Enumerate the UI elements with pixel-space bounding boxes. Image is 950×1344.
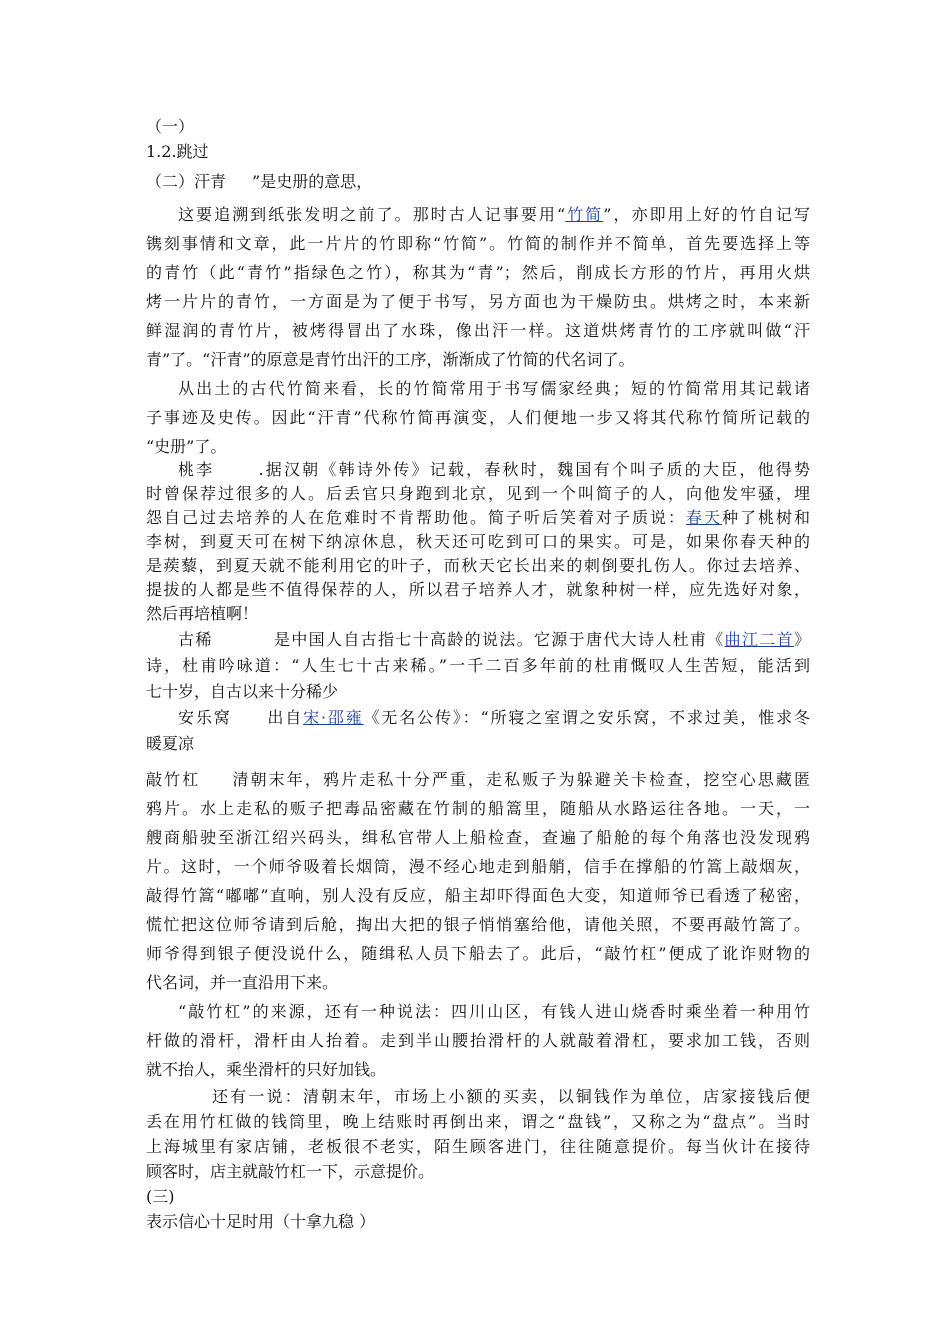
origin2-line2: 杆做的滑杆，滑杆由人抬着。走到半山腰抬滑杆的人就敲着滑杠，要求加工钱，否则 <box>146 1031 810 1050</box>
qiaozhugang-line2: 鸦片。水上走私的贩子把毒品密藏在竹制的船篙里，随船从水路运往各地。一天，一 <box>146 799 810 818</box>
anlewo-term: 安乐窝 <box>178 708 232 727</box>
qiaozhugang-line6: 慌忙把这位师爷请到后舱，掏出大把的银子悄悄塞给他，请他关照，不要再敲竹篙了。 <box>146 915 810 934</box>
guxi-line1: 古稀 是中国人自古指七十高龄的说法。它源于唐代大诗人杜甫《曲江二首》 <box>178 630 810 649</box>
hanqing-p1-line6: 青”了。“汗青”的原意是青竹出汗的工序，渐渐成了竹简的代名词了。 <box>146 350 635 369</box>
qiaozhugang-term: 敲竹杠 <box>146 770 201 789</box>
origin3-line3: 上海城里有家店铺，老板很不老实，陌生顾客进门，往往随意提价。每当伙计在接待 <box>146 1137 810 1156</box>
hanqing-p2-line3: “史册”了。 <box>146 437 227 456</box>
taoli-line5: 是蒺藜，到夏天就不能利用它的叶子，而秋天它长出来的刺倒要扎伤人。你过去培养、 <box>146 556 810 575</box>
taoli-line4: 李树，到夏天可在树下纳凉休息，秋天还可吃到可口的果实。可是，如果你春天种的 <box>146 532 810 551</box>
shaoyong-link[interactable]: 宋·邵雍 <box>303 708 364 727</box>
section-1-item: 1.2.跳过 <box>146 142 209 161</box>
anlewo-line2: 暖夏凉 <box>146 734 195 753</box>
section-3-heading: (三) <box>146 1187 175 1206</box>
hanqing-p1-line1: 这要追溯到纸张发明之前了。那时古人记事要用“竹简”，亦即用上好的竹自记写 <box>178 205 810 224</box>
origin2-line1: “敲竹杠”的来源，还有一种说法：四川山区，有钱人进山烧香时乘坐着一种用竹 <box>178 1002 810 1021</box>
origin2-line3: 就不抬人，乘坐滑杆的只好加钱。 <box>146 1060 387 1079</box>
taoli-term: 桃李 <box>178 460 215 479</box>
taoli-line1: 桃李 .据汉朝《韩诗外传》记载，春秋时，魏国有个叫子质的大臣，他得势 <box>178 460 810 479</box>
hanqing-p2-line2: 子事迹及史传。因此“汗青”代称竹简再演变，人们便地一步又将其代称竹简所记载的 <box>146 408 810 427</box>
hanqing-p1-line5: 鲜湿润的青竹片，被烤得冒出了水珠，像出汗一样。这道烘烤青竹的工序就叫做“汗 <box>146 321 810 340</box>
taoli-line2: 时曾保荐过很多的人。后丢官只身跑到北京，见到一个叫简子的人，向他发牢骚，埋 <box>146 484 810 503</box>
taoli-line7: 然后再培植啊！ <box>146 604 259 623</box>
origin3-line2: 丢在用竹杠做的钱筒里，晚上结账时再倒出来，谓之“盘钱”，又称之为“盘点”。当时 <box>146 1112 810 1131</box>
anlewo-line1: 安乐窝 出自宋·邵雍《无名公传》：“所寝之室谓之安乐窝，不求过美，惟求冬 <box>178 708 810 727</box>
qiaozhugang-line3: 艘商船驶至浙江绍兴码头，缉私官带人上船检查，查遍了船舱的每个角落也没发现鸦 <box>146 828 810 847</box>
section-2-heading <box>146 172 810 192</box>
hanqing-p1-line2: 镌刻事情和文章，此一片片的竹即称“竹简”。竹简的制作并不简单，首先要选择上等 <box>146 234 810 253</box>
section-2-heading-desc: ”是史册的意思， <box>252 172 373 191</box>
section-2-heading-term: （二）汗青 <box>146 172 227 191</box>
hanqing-p1-line4: 烤一片片的青竹，一方面是为了便于书写，另方面也为干燥防虫。烘烤之时，本来新 <box>146 292 810 311</box>
origin3-line1: 还有一说：清朝末年，市场上小额的买卖，以铜钱作为单位，店家接钱后便 <box>212 1087 810 1106</box>
guxi-line2: 诗，杜甫吟咏道：“人生七十古来稀。”一千二百多年前的杜甫慨叹人生苦短，能活到 <box>146 656 810 675</box>
guxi-line3: 七十岁，自古以来十分稀少 <box>146 682 339 701</box>
qiaozhugang-line4: 片。这时，一个师爷吸着长烟筒，漫不经心地走到船艄，信手在撑船的竹篙上敲烟灰， <box>146 857 810 876</box>
origin3-line4: 顾客时，店主就敲竹杠一下，示意提价。 <box>146 1162 435 1181</box>
hanqing-p1-line3: 的青竹（此“青竹”指绿色之竹），称其为“青”；然后，削成长方形的竹片，再用火烘 <box>146 263 810 282</box>
taoli-line6: 提拔的人都是些不值得保荐的人，所以君子培养人才，就象种树一样，应先选好对象， <box>146 580 810 599</box>
zhujian-link[interactable]: 竹简 <box>565 205 604 224</box>
qujiang-link[interactable]: 曲江二首 <box>724 630 794 649</box>
qiaozhugang-line7: 师爷得到银子便没说什么，随缉私人员下船去了。此后，“敲竹杠”便成了讹诈财物的 <box>146 944 810 963</box>
section-1-heading: （一） <box>146 117 195 136</box>
taoli-line3: 怨自己过去培养的人在危难时不肯帮助他。简子听后笑着对子质说：春天种了桃树和 <box>146 508 810 527</box>
guxi-term: 古稀 <box>178 630 213 649</box>
hanqing-p2-line1: 从出土的古代竹简来看，长的竹简常用于书写儒家经典；短的竹简常用其记载诸 <box>178 379 810 398</box>
qiaozhugang-line5: 敲得竹篙“嘟嘟”直响，别人没有反应，船主却吓得面色大变，知道师爷已看透了秘密， <box>146 886 810 905</box>
qiaozhugang-line1: 敲竹杠 清朝末年，鸦片走私十分严重，走私贩子为躲避关卡检查，挖空心思藏匿 <box>146 770 810 789</box>
chuntian-link[interactable]: 春天 <box>685 508 722 527</box>
section-3-item: 表示信心十足时用（十拿九稳 ） <box>146 1212 376 1231</box>
qiaozhugang-line8: 代名词，并一直沿用下来。 <box>146 973 339 992</box>
